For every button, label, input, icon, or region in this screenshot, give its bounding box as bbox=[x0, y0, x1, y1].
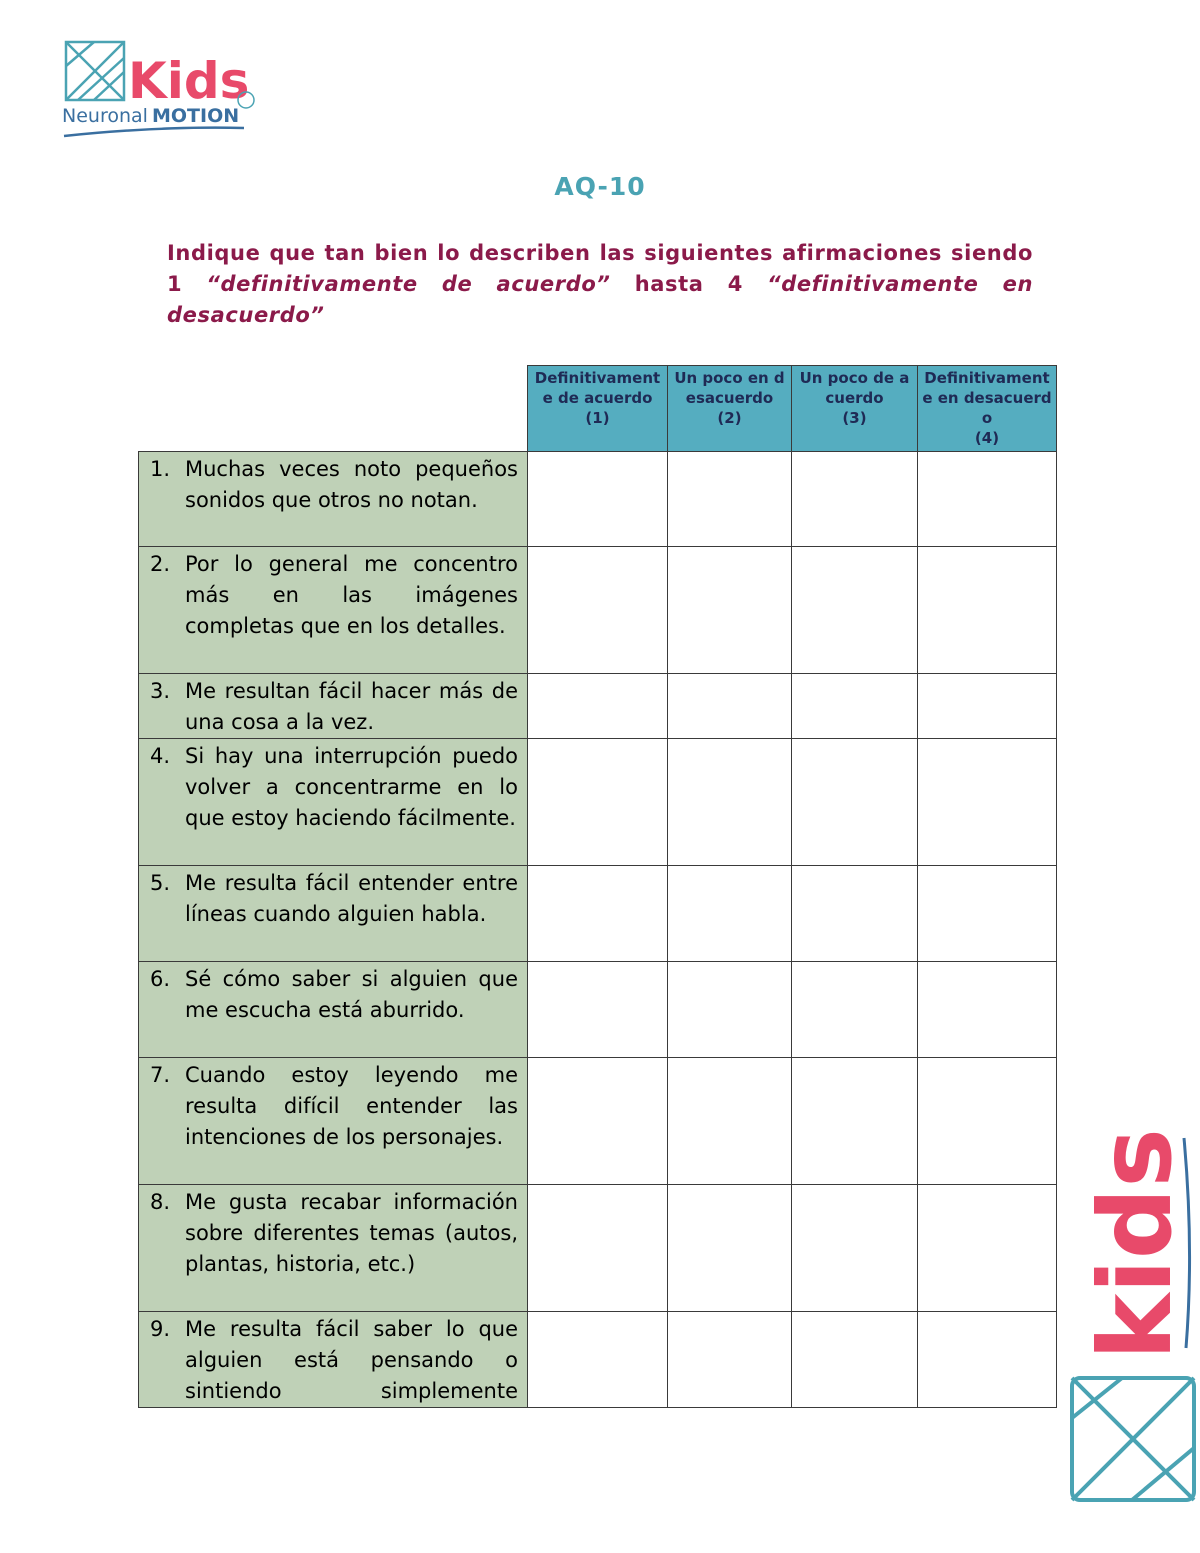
answer-cell-3[interactable] bbox=[792, 962, 918, 1058]
question-number: 8. bbox=[150, 1190, 171, 1214]
table-row bbox=[139, 739, 1057, 866]
answer-cell-3[interactable] bbox=[792, 674, 918, 739]
answer-cell-4[interactable] bbox=[918, 452, 1057, 547]
answer-cell-4[interactable] bbox=[918, 1185, 1057, 1312]
header-num: (3) bbox=[842, 409, 867, 427]
question-text: Cuando estoy leyendo me resulta difícil entender las intenciones de los personajes. bbox=[185, 1063, 518, 1149]
table-row bbox=[139, 674, 1057, 739]
header-col-4 bbox=[918, 366, 1057, 452]
question-cell bbox=[139, 1058, 528, 1185]
answer-cell-1[interactable] bbox=[528, 962, 668, 1058]
header-col-1 bbox=[528, 366, 668, 452]
answer-cell-2[interactable] bbox=[668, 739, 792, 866]
question-text: Me resulta fácil saber lo que alguien está pensando o sintiendo simplemente bbox=[185, 1317, 518, 1403]
instructions bbox=[167, 238, 1033, 331]
answer-cell-2[interactable] bbox=[668, 674, 792, 739]
question-cell bbox=[139, 452, 528, 547]
answer-cell-4[interactable] bbox=[918, 674, 1057, 739]
question-cell bbox=[139, 674, 528, 739]
question-cell bbox=[139, 547, 528, 674]
logo-underline bbox=[64, 128, 244, 136]
answer-cell-1[interactable] bbox=[528, 1058, 668, 1185]
question-text: Si hay una interrupción puedo volver a concentrarme en lo que estoy haciendo fácilmente. bbox=[185, 744, 518, 830]
question-text: Me resultan fácil hacer más de una cosa a la vez. bbox=[185, 679, 518, 734]
table-row bbox=[139, 1058, 1057, 1185]
question-cell bbox=[139, 962, 528, 1058]
answer-cell-1[interactable] bbox=[528, 547, 668, 674]
table-row bbox=[139, 1312, 1057, 1408]
answer-cell-2[interactable] bbox=[668, 1058, 792, 1185]
instructions-text-2: hasta 4 bbox=[610, 272, 768, 296]
question-cell bbox=[139, 1185, 528, 1312]
question-cell bbox=[139, 1312, 528, 1408]
answer-cell-3[interactable] bbox=[792, 866, 918, 962]
page-title: AQ-10 bbox=[554, 172, 646, 201]
table-row bbox=[139, 1185, 1057, 1312]
answer-cell-2[interactable] bbox=[668, 452, 792, 547]
logo-sub-motion: MOTION bbox=[152, 105, 240, 127]
answer-cell-3[interactable] bbox=[792, 1312, 918, 1408]
logo-sub-neuronal: Neuronal bbox=[62, 105, 148, 127]
question-text: Me resulta fácil entender entre líneas cuando alguien habla. bbox=[185, 871, 518, 926]
answer-cell-1[interactable] bbox=[528, 1312, 668, 1408]
answer-cell-3[interactable] bbox=[792, 547, 918, 674]
header-col-3 bbox=[792, 366, 918, 452]
answer-cell-3[interactable] bbox=[792, 739, 918, 866]
question-text: Muchas veces noto pequeños sonidos que otros no notan. bbox=[185, 457, 518, 512]
logo-kids-word: Kids bbox=[128, 52, 250, 110]
header-num: (1) bbox=[585, 409, 610, 427]
header-label: Un poco en desacuerdo bbox=[674, 369, 785, 407]
table-row bbox=[139, 452, 1057, 547]
answer-cell-1[interactable] bbox=[528, 739, 668, 866]
question-text: Por lo general me concentro más en las imágenes completas que en los detalles. bbox=[185, 552, 518, 638]
instructions-quote-1: “definitivamente de acuerdo” bbox=[206, 272, 611, 296]
question-number: 5. bbox=[150, 871, 171, 895]
instructions-quote-2: “definitivamente en desacuerdo” bbox=[167, 272, 1033, 327]
header-label: Un poco de acuerdo bbox=[799, 369, 910, 407]
header-num: (2) bbox=[717, 409, 742, 427]
header-col-2 bbox=[668, 366, 792, 452]
side-kids-word: kids bbox=[1077, 1128, 1194, 1360]
question-number: 1. bbox=[150, 457, 171, 481]
question-number: 3. bbox=[150, 679, 171, 703]
question-cell bbox=[139, 866, 528, 962]
answer-cell-4[interactable] bbox=[918, 739, 1057, 866]
answer-cell-4[interactable] bbox=[918, 866, 1057, 962]
answer-cell-2[interactable] bbox=[668, 1185, 792, 1312]
answer-cell-1[interactable] bbox=[528, 1185, 668, 1312]
header-label: Definitivamente en desacuerdo bbox=[922, 369, 1052, 427]
question-number: 7. bbox=[150, 1063, 171, 1087]
answer-cell-2[interactable] bbox=[668, 1312, 792, 1408]
kids-neuronal-motion-logo bbox=[58, 36, 263, 142]
logo-mark-icon bbox=[66, 42, 124, 100]
question-number: 9. bbox=[150, 1317, 171, 1341]
answer-cell-1[interactable] bbox=[528, 452, 668, 547]
kids-side-logo bbox=[1062, 1128, 1200, 1508]
answer-cell-2[interactable] bbox=[668, 866, 792, 962]
table-row bbox=[139, 547, 1057, 674]
question-number: 4. bbox=[150, 744, 171, 768]
header-num: (4) bbox=[974, 429, 1000, 447]
answer-cell-3[interactable] bbox=[792, 1058, 918, 1185]
header-label: Definitivamente de acuerdo bbox=[534, 369, 661, 407]
answer-cell-3[interactable] bbox=[792, 452, 918, 547]
answer-cell-4[interactable] bbox=[918, 1312, 1057, 1408]
answer-cell-3[interactable] bbox=[792, 1185, 918, 1312]
aq10-table bbox=[138, 365, 1057, 1408]
question-text: Me gusta recabar información sobre diferentes temas (autos, plantas, historia, etc.) bbox=[185, 1190, 518, 1276]
table-row bbox=[139, 866, 1057, 962]
answer-cell-4[interactable] bbox=[918, 1058, 1057, 1185]
answer-cell-2[interactable] bbox=[668, 962, 792, 1058]
question-number: 6. bbox=[150, 967, 171, 991]
table-header-row bbox=[139, 366, 1057, 452]
answer-cell-2[interactable] bbox=[668, 547, 792, 674]
answer-cell-4[interactable] bbox=[918, 547, 1057, 674]
answer-cell-4[interactable] bbox=[918, 962, 1057, 1058]
header-blank-cell bbox=[139, 366, 528, 452]
question-cell bbox=[139, 739, 528, 866]
question-text: Sé cómo saber si alguien que me escucha está aburrido. bbox=[185, 967, 518, 1022]
question-number: 2. bbox=[150, 552, 171, 576]
answer-cell-1[interactable] bbox=[528, 866, 668, 962]
answer-cell-1[interactable] bbox=[528, 674, 668, 739]
table-row bbox=[139, 962, 1057, 1058]
instructions-text-1: Indique que tan bien lo describen las siguientes afirmaciones siendo 1 bbox=[167, 241, 1033, 296]
